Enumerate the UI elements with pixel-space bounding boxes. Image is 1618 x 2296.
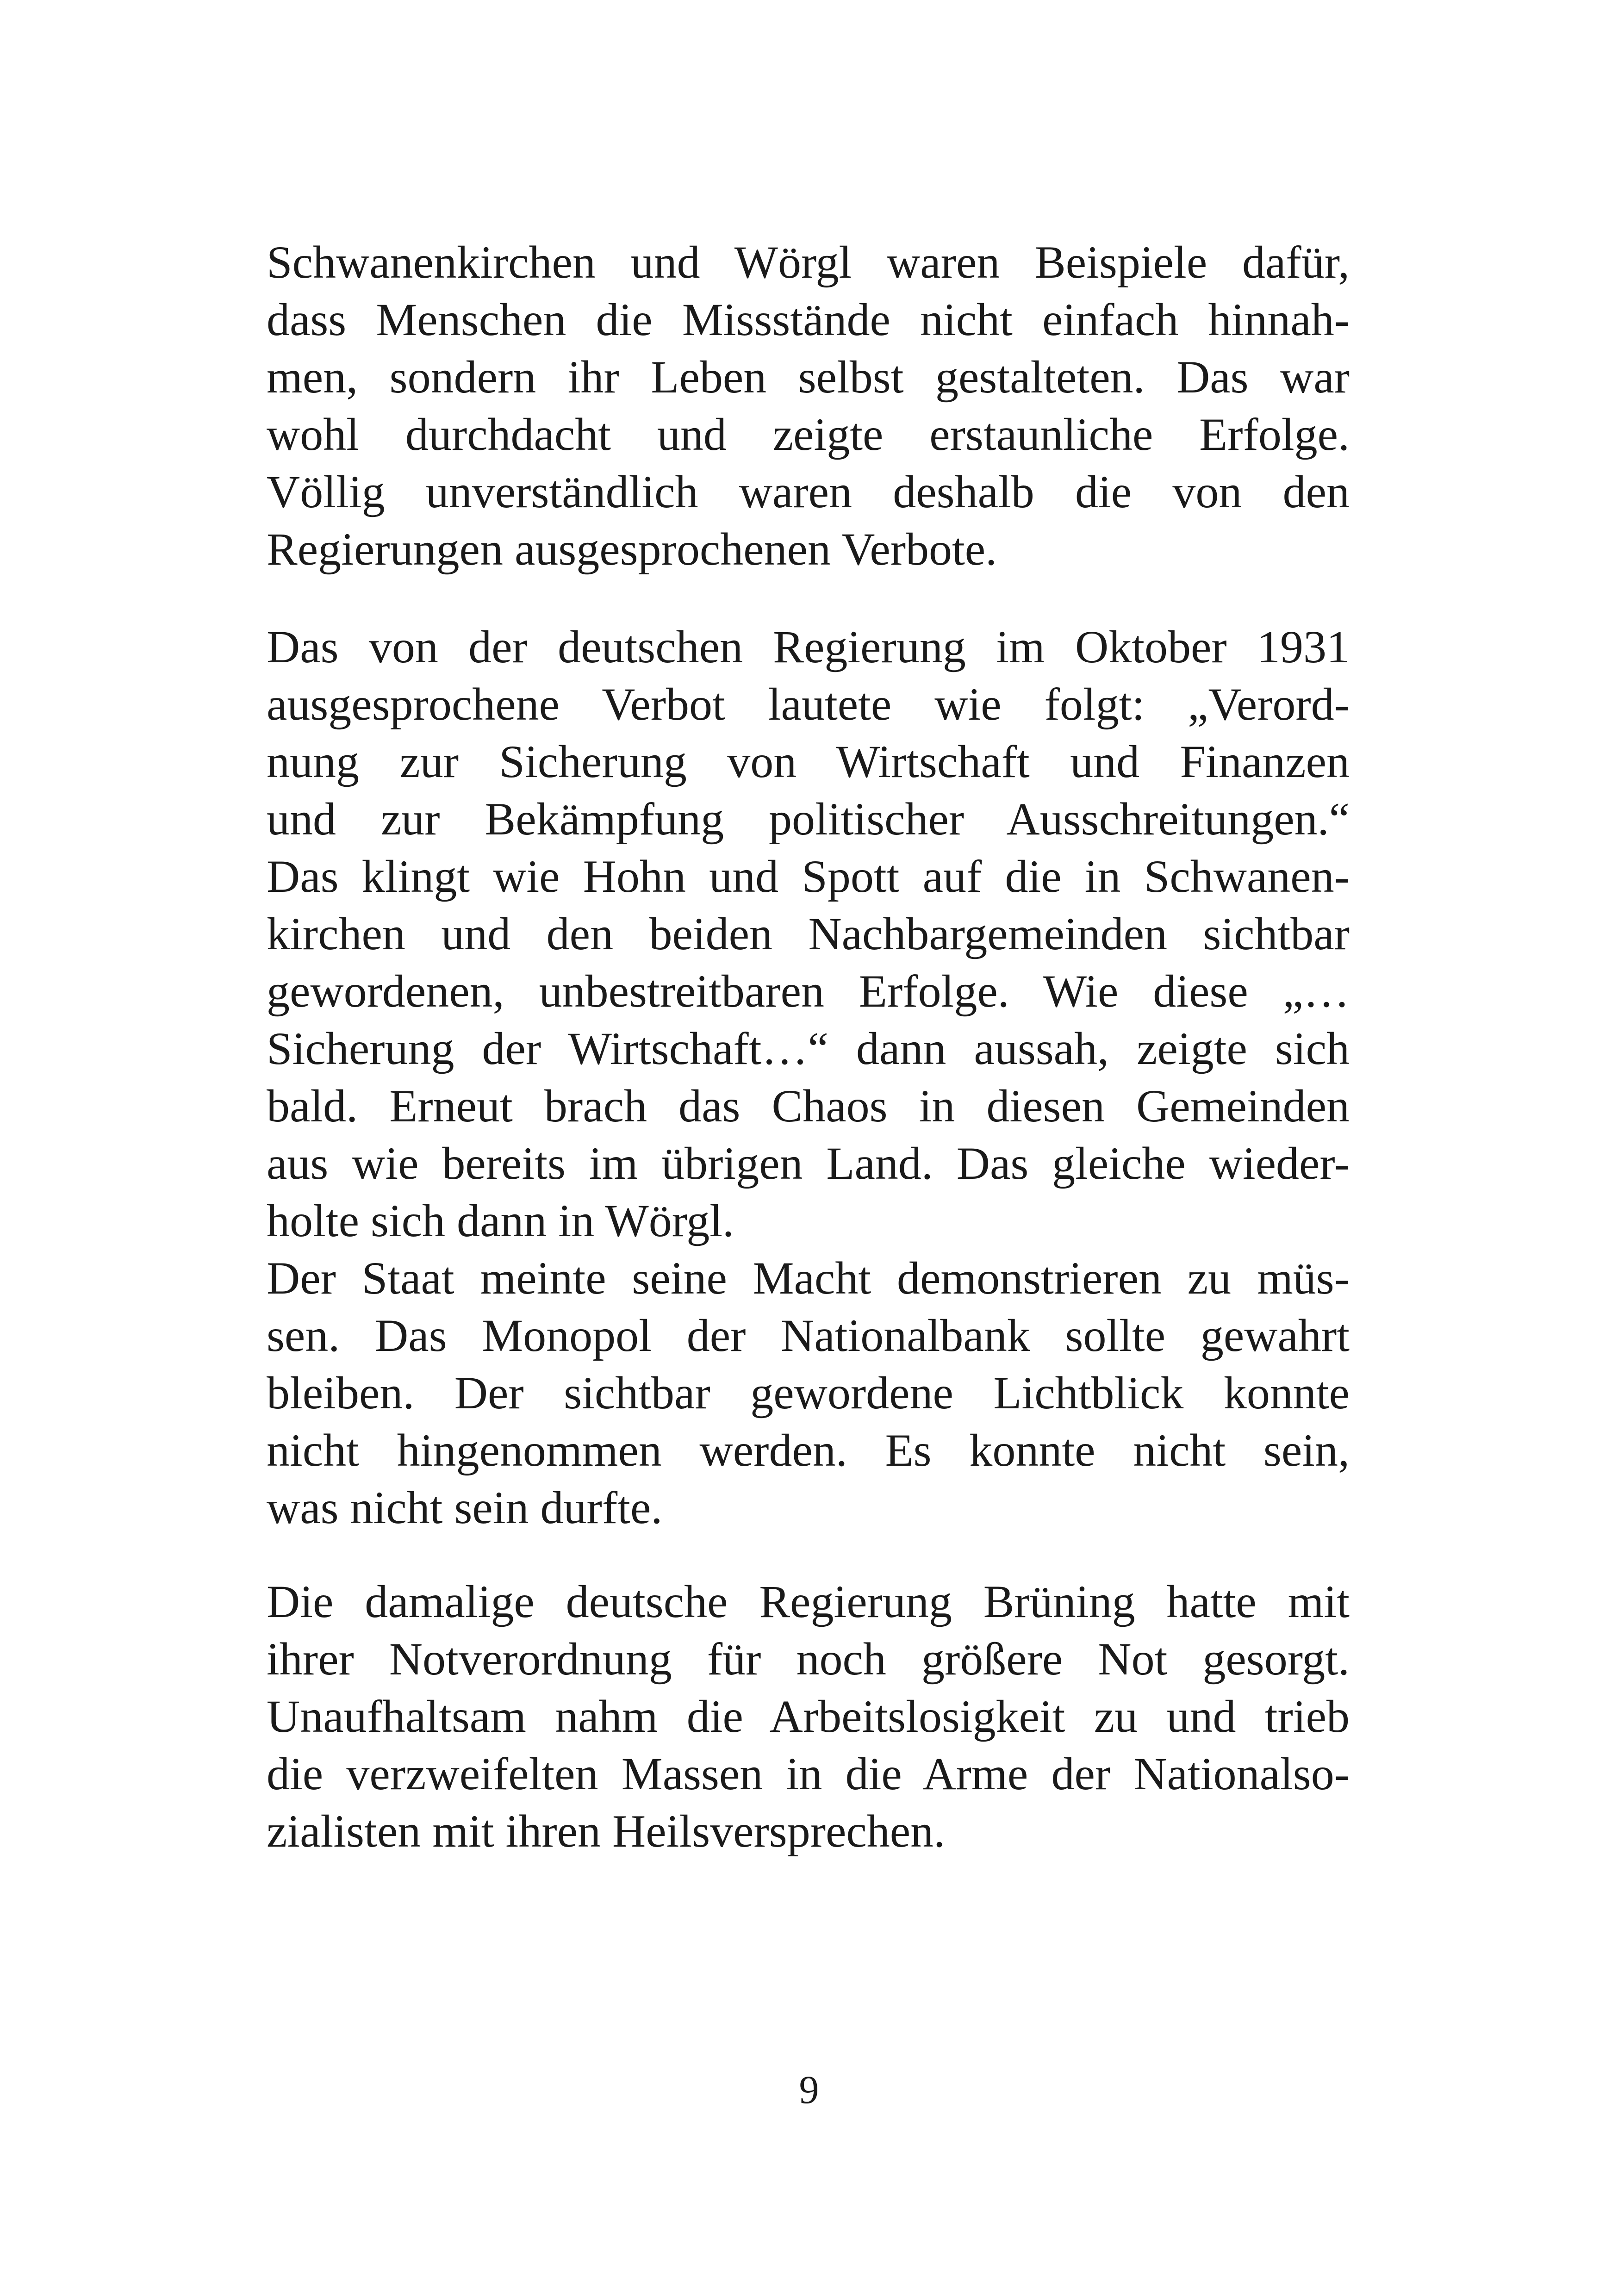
text-line: sen. Das Monopol der Nationalbank sollte gewahrt — [267, 1310, 1350, 1361]
text-line: und zur Bekämpfung politischer Ausschreitungen.“ — [267, 793, 1350, 845]
text-line: Die damalige deutsche Regierung Brüning hatte mit — [267, 1576, 1350, 1627]
text-line: nicht hingenommen werden. Es konnte nicht sein, — [267, 1425, 1350, 1476]
text-line: ausgesprochene Verbot lautete wie folgt: „Verord- — [267, 678, 1350, 730]
text-line: bald. Erneut brach das Chaos in diesen Gemeinden — [267, 1080, 1350, 1132]
text-line: zialisten mit ihren Heilsversprechen. — [267, 1805, 946, 1857]
text-line: Schwanenkirchen und Wörgl waren Beispiele dafür, — [267, 236, 1350, 288]
page-number: 9 — [799, 2067, 819, 2112]
text-line: die verzweifelten Massen in die Arme der Nationalso- — [267, 1748, 1350, 1799]
text-line: holte sich dann in Wörgl. — [267, 1195, 734, 1246]
text-line: Sicherung der Wirtschaft…“ dann aussah, zeigte sich — [267, 1023, 1350, 1074]
text-line: nung zur Sicherung von Wirtschaft und Finanzen — [267, 736, 1350, 787]
text-line: Unaufhaltsam nahm die Arbeitslosigkeit zu und trieb — [267, 1691, 1350, 1742]
text-line: men, sondern ihr Leben selbst gestalteten. Das war — [267, 351, 1350, 403]
text-line: dass Menschen die Missstände nicht einfach hinnah- — [267, 294, 1350, 345]
text-line: Das klingt wie Hohn und Spott auf die in Schwanen- — [267, 851, 1350, 902]
text-line: Völlig unverständlich waren deshalb die von den — [267, 466, 1350, 517]
text-line: Der Staat meinte seine Macht demonstrieren zu müs- — [267, 1252, 1350, 1304]
text-line: Das von der deutschen Regierung im Oktober 1931 — [267, 621, 1350, 672]
text-line: gewordenen, unbestreitbaren Erfolge. Wie diese „… — [267, 965, 1350, 1017]
text-line: wohl durchdacht und zeigte erstaunliche Erfolge. — [267, 409, 1350, 460]
paragraph-3 — [267, 1573, 1350, 1860]
text-line: aus wie bereits im übrigen Land. Das gleiche wieder- — [267, 1138, 1350, 1189]
paragraph-2 — [267, 618, 1350, 1537]
text-line: kirchen und den beiden Nachbargemeinden sichtbar — [267, 908, 1350, 959]
text-line: ihrer Notverordnung für noch größere Not gesorgt. — [267, 1633, 1350, 1685]
paragraph-1 — [267, 234, 1350, 578]
text-line: Regierungen ausgesprochenen Verbote. — [267, 523, 997, 575]
text-line: was nicht sein durfte. — [267, 1482, 663, 1533]
text-line: bleiben. Der sichtbar gewordene Lichtblick konnte — [267, 1367, 1350, 1419]
